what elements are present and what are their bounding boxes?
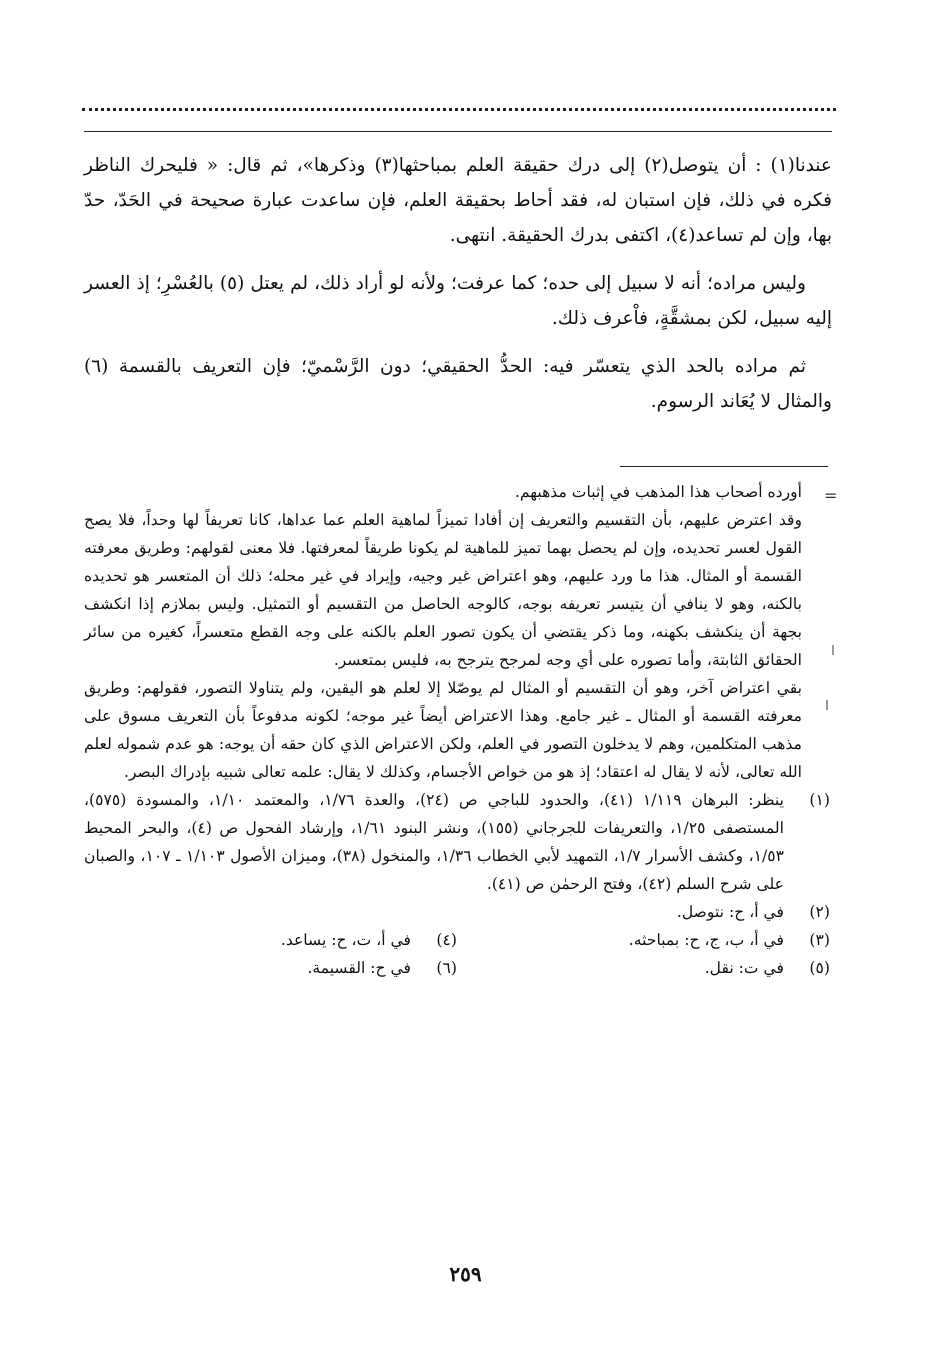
footnote-number: (٤) — [436, 931, 457, 949]
main-paragraph: عندنا(١) : أن يتوصل(٢) إلى درك حقيقة العلم بمباحثها(٣) وذكرها»، ثم قال: « فليحرك الناظر فكره في ذلك، فإن استبان له، فقد أحاط بحقيقة العلم، فإن ساعدت عبارة صحيحة في الحَدّ، حدّ بها، وإن لم تساعد(٤)، اكتفى بدرك الحقيقة. انتهى. — [84, 155, 832, 246]
footnote-row — [84, 926, 830, 954]
scan-speck — [826, 700, 828, 710]
footnote-text: في أ، ح: نتوصل. — [676, 903, 784, 921]
footnote-separator — [620, 466, 828, 467]
footnote-continuation: وقد اعترض عليهم، بأن التقسيم والتعريف إن أفادا تميزاً لماهية العلم عما عداها، كانا تعريفاً لها وحداً، فلا يصح القول لعسر تحديده، وإن لم يحصل بهما تميز للماهية لم يكونا طريقاً لمعرفتها. فلا معنى لقولهم: وطريق معرفته القسمة أو المثال. هذا ما ورد عليهم، وهو اعتراض غير وجيه، وإيراد في غير محله؛ ذلك أن المتعسر هو تحديده بالكنه، وهو لا ينافي أن يتيسر تعريفه بوجه، كالوجه الحاصل من التقسيم أو التمثيل. وليس بملازم إذا انكشف بجهة أن ينكشف بكهنه، وما ذكر يقتضي أن يكون تصور العلم بالكنه على وجه القطع متعسراً، كغيره من سائر الحقائق الثابتة، وأما تصوره على أي وجه لمرجح يترجح به، فليس بمتعسر. — [84, 511, 802, 669]
footnote-text: ينظر: البرهان ١/١١٩ (٤١)، والحدود للباجي ص (٢٤)، والعدة ١/٧٦، والمعتمد ١/١٠، والمسودة (٥٧٥)، المستصفى ١/٢٥، والتعريفات للجرجاني (١٥٥)، ونشر البنود ١/٦١، وإرشاد الفحول ص (٤)، والبحر المحيط ١/٥٣، وكشف الأسرار ١/٧، التمهيد لأبي الخطاب ١/٣٦، والمنخول (٣٨)، وميزان الأصول ١/١٠٣ ـ ١٠٧، والصبان على شرح السلم (٤٢)، وفتح الرحمٰن ص (٤١). — [84, 791, 784, 893]
page-number: ٢٥٩ — [449, 1262, 482, 1286]
footnote-text: في أ، ت، ح: يساعد. — [280, 931, 411, 949]
footnote-item — [457, 926, 830, 954]
footnotes — [84, 478, 830, 982]
footnote-number: (٢) — [809, 903, 830, 921]
footnote-continuation: بقي اعتراض آخر، وهو أن التقسيم أو المثال لم يوصّلا إلا لعلم هو اليقين، ولم يتناولا التصور، فقولهم: وطريق معرفته القسمة أو المثال ـ غير جامع. وهذا الاعتراض أيضاً غير موجه؛ لكونه مدفوعاً بأن التعريف مسوق على مذهب المتكلمين، وهم لا يدخلون التصور في العلم، ولكن الاعتراض الذي كان حقه أن يوجه: هو عدم شموله لعلم الله تعالى، لأنه لا يقال له اعتقاد؛ إذ هو من خواص الأجسام، وكذلك لا يقال: علمه تعالى شبيه بإدراك البصر. — [84, 679, 802, 781]
scan-speck — [832, 645, 834, 655]
main-text — [84, 148, 832, 432]
footnote-item — [84, 926, 457, 954]
footnote-number: (٦) — [436, 959, 457, 977]
header-rule — [84, 131, 832, 132]
footnote-number: (١) — [809, 791, 830, 809]
main-paragraph: ثم مراده بالحد الذي يتعسّر فيه: الحدُّ الحقيقي؛ دون الرَّسْميّ؛ فإن التعريف بالقسمة (٦) والمثال لا يُعَاند الرسوم. — [84, 356, 832, 412]
footnote-continuation: أورده أصحاب هذا المذهب في إثبات مذهبهم. — [514, 483, 802, 501]
footnote-number: (٥) — [809, 959, 830, 977]
footnote-item — [457, 954, 830, 982]
footnote-item — [84, 954, 457, 982]
footnote-row — [84, 954, 830, 982]
footnote-item — [84, 898, 830, 926]
footnote-text: في ح: القسيمة. — [307, 959, 411, 977]
continuation-marker: = — [824, 486, 838, 505]
footnote-item — [84, 786, 830, 898]
header-dotted-line — [82, 98, 836, 111]
footnote-number: (٣) — [809, 931, 830, 949]
footnote-text: في أ، ب، ج، ح: بمباحثه. — [628, 931, 784, 949]
footnote-text: في ت: نقل. — [704, 959, 784, 977]
main-paragraph: وليس مراده؛ أنه لا سبيل إلى حده؛ كما عرفت؛ ولأنه لو أراد ذلك، لم يعتل (٥) بالعُسْرِ؛ إذ العسر إليه سبيل، لكن بمشقَّةٍ، فاْعرف ذلك. — [84, 273, 832, 329]
